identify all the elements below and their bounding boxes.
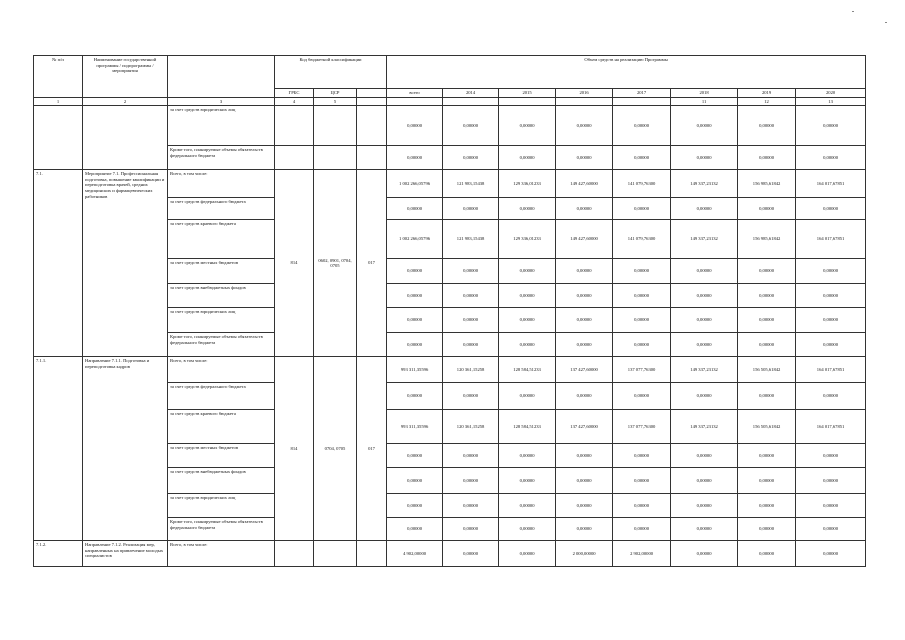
value-cell: 0,00000 — [671, 198, 738, 220]
value-cell: 128 584,51233 — [499, 357, 556, 383]
index-cell: 12 — [738, 97, 796, 106]
index-cell: 11 — [671, 97, 738, 106]
value-cell: 0,00000 — [499, 146, 556, 170]
section-code: 0704, 0705 — [314, 357, 357, 541]
col-number-header: № п/п — [34, 56, 83, 98]
value-cell: 0,00000 — [796, 541, 866, 567]
value-cell: 128 584,51233 — [499, 410, 556, 444]
value-cell: 0,00000 — [796, 308, 866, 333]
row-label: Кроме того, планируемые объемы обязательств федерального бюджета — [168, 333, 275, 357]
table-row — [34, 357, 866, 383]
value-cell: 0,00000 — [613, 444, 671, 468]
index-row — [34, 97, 866, 106]
row-label: за счет средств юридических лиц — [168, 494, 275, 518]
value-cell: 156 505,61842 — [738, 357, 796, 383]
table-row — [34, 106, 866, 146]
value-cell: 0,00000 — [796, 198, 866, 220]
value-cell: 0,00000 — [499, 308, 556, 333]
value-cell: 120 361,15258 — [443, 357, 499, 383]
value-cell: 2 000,00000 — [556, 541, 613, 567]
row-label: Всего, в том числе: — [168, 170, 275, 198]
budget-table — [33, 55, 866, 567]
grbs-code: 814 — [275, 170, 314, 357]
value-cell: 0,00000 — [387, 146, 443, 170]
value-cell: 993 311,35596 — [387, 410, 443, 444]
value-cell: 0,00000 — [387, 333, 443, 357]
value-cell: 0,00000 — [738, 383, 796, 410]
row-number: 7.1. — [34, 170, 83, 357]
value-cell: 0,00000 — [387, 198, 443, 220]
value-cell: 0,00000 — [738, 106, 796, 146]
value-cell: 0,00000 — [613, 333, 671, 357]
table-row — [34, 170, 866, 198]
value-cell: 0,00000 — [443, 259, 499, 284]
value-cell: 0,00000 — [796, 494, 866, 518]
value-cell: 129 336,01233 — [499, 170, 556, 198]
scan-speck — [852, 11, 854, 12]
index-cell — [613, 97, 671, 106]
value-cell: 0,00000 — [738, 333, 796, 357]
value-cell: 164 017,67851 — [796, 170, 866, 198]
empty-header — [357, 89, 387, 98]
index-cell: 13 — [796, 97, 866, 106]
value-cell: 0,00000 — [671, 146, 738, 170]
value-cell: 0,00000 — [738, 444, 796, 468]
value-cell: 0,00000 — [613, 468, 671, 494]
row-label: за счет средств внебюджетных фондов — [168, 468, 275, 494]
value-cell: 141 079,76300 — [613, 220, 671, 259]
index-cell — [387, 97, 443, 106]
value-cell: 0,00000 — [443, 494, 499, 518]
value-cell: 0,00000 — [556, 468, 613, 494]
index-cell: 5 — [314, 97, 357, 106]
value-cell: 0,00000 — [796, 106, 866, 146]
row-label: за счет средств юридических лиц — [168, 308, 275, 333]
value-cell: 156 985,61842 — [738, 170, 796, 198]
value-cell: 0,00000 — [738, 494, 796, 518]
value-cell: 0,00000 — [738, 518, 796, 541]
index-cell: 2 — [83, 97, 168, 106]
value-cell: 0,00000 — [387, 468, 443, 494]
value-cell: 4 902,00000 — [387, 541, 443, 567]
value-cell: 149 337,23132 — [671, 357, 738, 383]
value-cell: 0,00000 — [671, 468, 738, 494]
value-cell: 0,00000 — [443, 284, 499, 308]
value-cell: 0,00000 — [499, 468, 556, 494]
value-cell: 0,00000 — [671, 518, 738, 541]
year-2016-header: 2016 — [556, 89, 613, 98]
value-cell: 0,00000 — [671, 308, 738, 333]
value-cell: 1 002 266,05796 — [387, 170, 443, 198]
section-code: 0602, 0901, 0704, 0705 — [314, 170, 357, 357]
value-cell: 137 077,76300 — [613, 357, 671, 383]
col-volume-header: Объем средств на реализацию Программы — [387, 56, 866, 89]
value-cell: 149 427,60000 — [556, 170, 613, 198]
value-cell: 0,00000 — [556, 308, 613, 333]
value-cell: 0,00000 — [613, 106, 671, 146]
value-cell: 0,00000 — [613, 308, 671, 333]
year-2014-header: 2014 — [443, 89, 499, 98]
value-cell: 0,00000 — [443, 333, 499, 357]
row-label: за счет средств федерального бюджета — [168, 198, 275, 220]
value-cell: 120 361,15258 — [443, 410, 499, 444]
value-cell: 0,00000 — [499, 494, 556, 518]
value-cell: 0,00000 — [499, 444, 556, 468]
value-cell: 164 017,67851 — [796, 410, 866, 444]
value-cell: 0,00000 — [738, 198, 796, 220]
total-header: всего — [387, 89, 443, 98]
value-cell: 0,00000 — [387, 383, 443, 410]
year-2020-header: 2020 — [796, 89, 866, 98]
value-cell: 0,00000 — [387, 308, 443, 333]
value-cell: 0,00000 — [613, 284, 671, 308]
value-cell: 0,00000 — [556, 518, 613, 541]
value-cell: 0,00000 — [796, 383, 866, 410]
value-cell: 0,00000 — [613, 383, 671, 410]
value-cell: 0,00000 — [499, 383, 556, 410]
col-program-header: Наименование государственной программы / подпрограммы / мероприятия — [83, 56, 168, 98]
row-label: за счет средств внебюджетных фондов — [168, 284, 275, 308]
value-cell: 0,00000 — [613, 494, 671, 518]
value-cell: 0,00000 — [738, 468, 796, 494]
value-cell: 0,00000 — [738, 146, 796, 170]
value-cell: 0,00000 — [387, 444, 443, 468]
value-cell: 0,00000 — [556, 284, 613, 308]
row-number: 7.1.2. — [34, 541, 83, 567]
value-cell: 137 077,76300 — [613, 410, 671, 444]
index-cell — [357, 97, 387, 106]
value-cell: 0,00000 — [556, 383, 613, 410]
activity-title: Направление 7.1.2. Реализация мер, направленных на привлечение молодых специалистов — [83, 541, 168, 567]
value-cell: 0,00000 — [499, 198, 556, 220]
value-cell: 0,00000 — [443, 383, 499, 410]
value-cell: 0,00000 — [443, 541, 499, 567]
value-cell: 0,00000 — [671, 383, 738, 410]
index-cell: 3 — [168, 97, 275, 106]
value-cell: 0,00000 — [671, 259, 738, 284]
value-cell: 164 017,67851 — [796, 220, 866, 259]
value-cell: 0,00000 — [556, 146, 613, 170]
value-cell: 0,00000 — [556, 444, 613, 468]
value-cell: 0,00000 — [671, 494, 738, 518]
row-label: за счет средств краевого бюджета — [168, 410, 275, 444]
value-cell: 0,00000 — [738, 308, 796, 333]
index-cell: 1 — [34, 97, 83, 106]
header-row — [34, 56, 866, 89]
value-cell: 0,00000 — [499, 284, 556, 308]
value-cell: 0,00000 — [499, 518, 556, 541]
value-cell: 0,00000 — [738, 284, 796, 308]
grbs-header: ГРБС — [275, 89, 314, 98]
activity-title: Направление 7.1.1. Подготовка и переподготовка кадров — [83, 357, 168, 541]
value-cell: 0,00000 — [738, 259, 796, 284]
col-budget-code-header: Код бюджетной классификации — [275, 56, 387, 89]
value-cell: 149 337,23132 — [671, 410, 738, 444]
row-number: 7.1.1. — [34, 357, 83, 541]
row-label: Всего, в том числе: — [168, 541, 275, 567]
value-cell: 156 505,61842 — [738, 410, 796, 444]
value-cell: 149 337,23132 — [671, 170, 738, 198]
value-cell: 0,00000 — [387, 259, 443, 284]
value-cell: 0,00000 — [671, 541, 738, 567]
value-cell: 0,00000 — [796, 518, 866, 541]
value-cell: 0,00000 — [556, 494, 613, 518]
value-cell: 137 427,60000 — [556, 357, 613, 383]
value-cell: 0,00000 — [443, 106, 499, 146]
year-2015-header: 2015 — [499, 89, 556, 98]
row-label: Кроме того, планируемые объемы обязательств федерального бюджета — [168, 146, 275, 170]
index-cell — [556, 97, 613, 106]
value-cell: 0,00000 — [443, 518, 499, 541]
value-cell: 0,00000 — [387, 494, 443, 518]
value-cell: 0,00000 — [796, 333, 866, 357]
year-2018-header: 2018 — [671, 89, 738, 98]
value-cell: 0,00000 — [796, 259, 866, 284]
index-cell: 4 — [275, 97, 314, 106]
value-cell: 0,00000 — [499, 541, 556, 567]
year-2019-header: 2019 — [738, 89, 796, 98]
value-cell: 0,00000 — [796, 146, 866, 170]
value-cell: 149 427,60000 — [556, 220, 613, 259]
value-cell: 0,00000 — [387, 284, 443, 308]
value-cell: 0,00000 — [738, 541, 796, 567]
value-cell: 0,00000 — [443, 468, 499, 494]
value-cell: 0,00000 — [613, 518, 671, 541]
value-cell: 0,00000 — [556, 333, 613, 357]
value-cell: 0,00000 — [671, 444, 738, 468]
scan-speck — [885, 22, 887, 23]
value-cell: 137 427,60000 — [556, 410, 613, 444]
value-cell: 2 902,00000 — [613, 541, 671, 567]
value-cell: 0,00000 — [556, 259, 613, 284]
value-cell: 0,00000 — [499, 106, 556, 146]
value-cell: 141 079,76300 — [613, 170, 671, 198]
value-cell: 0,00000 — [443, 198, 499, 220]
value-cell: 0,00000 — [556, 106, 613, 146]
index-cell — [443, 97, 499, 106]
csr-code: 017 — [357, 170, 387, 357]
value-cell: 0,00000 — [443, 444, 499, 468]
value-cell: 0,00000 — [671, 284, 738, 308]
value-cell: 121 983,15438 — [443, 220, 499, 259]
row-label: Кроме того, планируемые объемы обязательств федерального бюджета — [168, 518, 275, 541]
value-cell: 0,00000 — [499, 333, 556, 357]
csr-header: ЦСР — [314, 89, 357, 98]
grbs-code: 814 — [275, 357, 314, 541]
value-cell: 0,00000 — [796, 284, 866, 308]
col-empty-header — [168, 56, 275, 98]
row-label: за счет средств краевого бюджета — [168, 220, 275, 259]
value-cell: 1 002 266,05796 — [387, 220, 443, 259]
value-cell: 0,00000 — [556, 198, 613, 220]
value-cell: 0,00000 — [613, 198, 671, 220]
table-row — [34, 541, 866, 567]
row-label: Всего, в том числе: — [168, 357, 275, 383]
year-2017-header: 2017 — [613, 89, 671, 98]
value-cell: 0,00000 — [796, 444, 866, 468]
csr-code: 017 — [357, 357, 387, 541]
value-cell: 0,00000 — [671, 333, 738, 357]
value-cell: 0,00000 — [613, 146, 671, 170]
row-label: за счет средств местных бюджетов — [168, 444, 275, 468]
value-cell: 0,00000 — [443, 146, 499, 170]
value-cell: 0,00000 — [796, 468, 866, 494]
value-cell: 156 985,61842 — [738, 220, 796, 259]
value-cell: 129 336,01233 — [499, 220, 556, 259]
value-cell: 0,00000 — [443, 308, 499, 333]
value-cell: 0,00000 — [499, 259, 556, 284]
value-cell: 993 311,35596 — [387, 357, 443, 383]
value-cell: 121 983,15438 — [443, 170, 499, 198]
value-cell: 149 337,23132 — [671, 220, 738, 259]
value-cell: 0,00000 — [387, 518, 443, 541]
value-cell: 0,00000 — [613, 259, 671, 284]
activity-title: Мероприятие 7.1. Профессиональная подготовка, повышение квалификации и переподготовка врачей, средних медицинских и фармацевтических работников — [83, 170, 168, 357]
value-cell: 0,00000 — [671, 106, 738, 146]
row-label: за счет средств юридических лиц — [168, 106, 275, 146]
row-label: за счет средств федерального бюджета — [168, 383, 275, 410]
row-label: за счет средств местных бюджетов — [168, 259, 275, 284]
value-cell: 164 017,67851 — [796, 357, 866, 383]
value-cell: 0,00000 — [387, 106, 443, 146]
index-cell — [499, 97, 556, 106]
